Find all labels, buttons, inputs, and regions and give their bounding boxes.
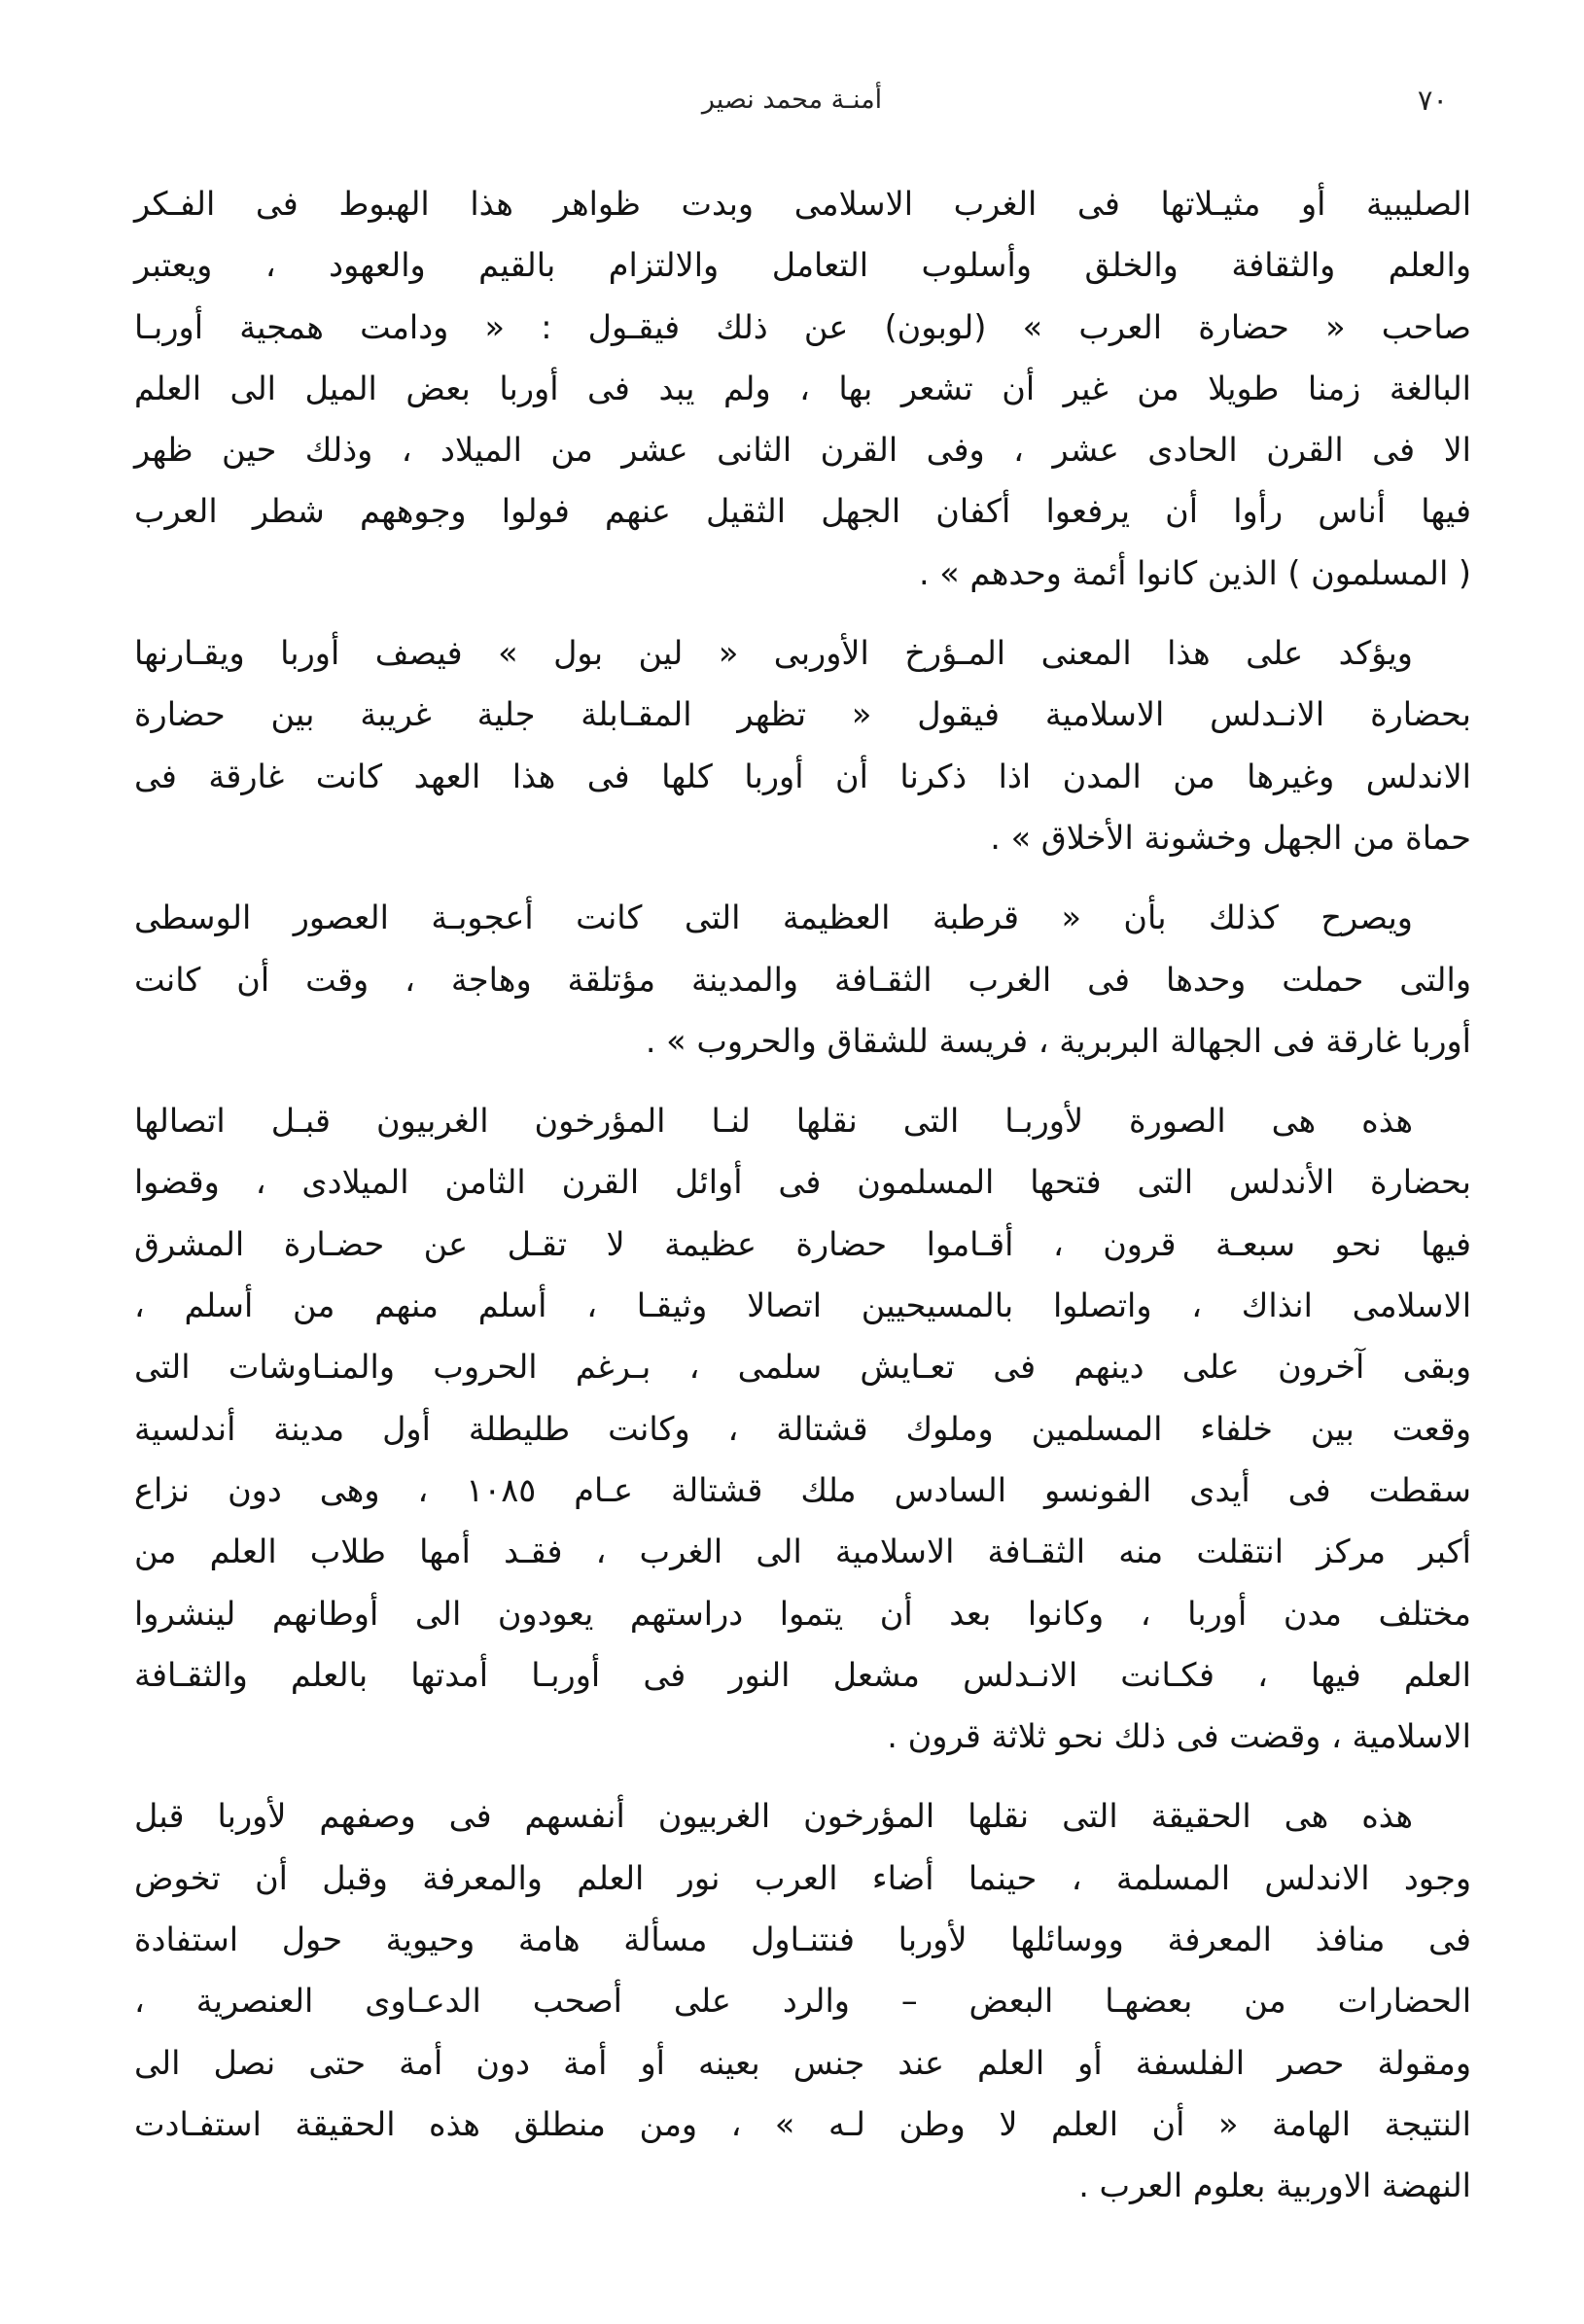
text-line: الصليبية أو مثيـلاتها فى الغرب الاسلامى وبدت ظواهر هذا الهبوط فى الفـكر bbox=[134, 185, 1471, 223]
text-line: أكبر مركز انتقلت منه الثقـافة الاسلامية الى الغرب ، فقـد أمها طلاب العلم من bbox=[134, 1532, 1471, 1571]
paragraph bbox=[134, 887, 1471, 1072]
text-line: ويؤكد على هذا المعنى المـؤرخ الأوربى « لين بول » فيصف أوربا ويقـارنها bbox=[134, 634, 1413, 673]
text-line: فيها نحو سبعـة قرون ، أقـاموا حضارة عظيمة لا تقـل عن حضـارة المشرق bbox=[134, 1224, 1471, 1263]
paragraph bbox=[134, 173, 1471, 604]
text-line: أوربا غارقة فى الجهالة البربرية ، فريسة للشقاق والحروب » . bbox=[645, 1021, 1471, 1060]
text-line: الاسلامية ، وقضت فى ذلك نحو ثلاثة قرون . bbox=[887, 1717, 1471, 1756]
running-head-author: أمنـة محمد نصير bbox=[701, 85, 883, 115]
text-line: والعلم والثقافة والخلق وأسلوب التعامل والالتزام بالقيم والعهود ، ويعتبر bbox=[134, 246, 1471, 285]
text-line: بحضارة الانـدلس الاسلامية فيقول « تظهر المقـابلة جلية غريبة بين حضارة bbox=[134, 695, 1471, 734]
text-line: الاندلس وغيرها من المدن اذا ذكرنا أن أوربا كلها فى هذا العهد كانت غارقة فى bbox=[134, 757, 1471, 795]
text-line: الاسلامى انذاك ، واتصلوا بالمسيحيين اتصالا وثيقـا ، أسلم منهم من أسلم ، bbox=[134, 1286, 1471, 1325]
text-line: وجود الاندلس المسلمة ، حينما أضاء العرب نور العلم والمعرفة وقبل أن تخوض bbox=[134, 1858, 1471, 1897]
page-header bbox=[136, 76, 1448, 124]
text-line: العلم فيها ، فكـانت الانـدلس مشعل النور فى أوربـا أمدتها بالعلم والثقـافة bbox=[134, 1655, 1471, 1694]
text-line: هذه هى الصورة لأوربـا التى نقلها لنـا المؤرخون الغربيون قبـل اتصالها bbox=[134, 1102, 1413, 1141]
text-line: فى منافذ المعرفة ووسائلها لأوربا فنتنـاول مسألة هامة وحيوية حول استفادة bbox=[134, 1920, 1471, 1959]
text-line: مختلف مدن أوربا ، وكانوا بعد أن يتموا دراستهم يعودون الى أوطانهم لينشروا bbox=[134, 1594, 1471, 1633]
body-text bbox=[134, 173, 1471, 2236]
text-line: الحضارات من بعضهـا البعض – والرد على أصحب الدعـاوى العنصرية ، bbox=[134, 1982, 1471, 2021]
page-number: ٧٠ bbox=[1417, 84, 1448, 117]
text-line: صاحب « حضارة العرب » (لوبون) عن ذلك فيقـول : « ودامت همجية أوربـا bbox=[134, 307, 1471, 346]
text-line: سقطت فى أيدى الفونسو السادس ملك قشتالة عـام ١٠٨٥ ، وهى دون نزاع bbox=[134, 1470, 1471, 1509]
paragraph bbox=[134, 1090, 1471, 1767]
text-line: فيها أناس رأوا أن يرفعوا أكفان الجهل الثقيل عنهم فولوا وجوههم شطر العرب bbox=[134, 492, 1471, 531]
paragraph bbox=[134, 1785, 1471, 2216]
text-line: الا فى القرن الحادى عشر ، وفى القرن الثانى عشر من الميلاد ، وذلك حين ظهر bbox=[134, 431, 1471, 470]
text-line: ومقولة حصر الفلسفة أو العلم عند جنس بعينه أو أمة دون أمة حتى نصل الى bbox=[134, 2043, 1471, 2082]
text-line: النتيجة الهامة « أن العلم لا وطن لـه » ، ومن منطلق هذه الحقيقة استفـادت bbox=[134, 2104, 1471, 2143]
text-line: ويصرح كذلك بأن « قرطبة العظيمة التى كانت أعجوبـة العصور الوسطى bbox=[134, 898, 1413, 937]
text-line: حماة من الجهل وخشونة الأخلاق » . bbox=[990, 818, 1471, 857]
text-line: وقعت بين خلفاء المسلمين وملوك قشتالة ، وكانت طليطلة أول مدينة أندلسية bbox=[134, 1409, 1471, 1448]
text-line: وبقى آخرون على دينهم فى تعـايش سلمى ، بـرغم الحروب والمنـاوشات التى bbox=[134, 1348, 1471, 1387]
text-line: والتى حملت وحدها فى الغرب الثقـافة والمدينة مؤتلقة وهاجة ، وقت أن كانت bbox=[134, 960, 1471, 999]
text-line: هذه هى الحقيقة التى نقلها المؤرخون الغربيون أنفسهم فى وصفهم لأوربا قبل bbox=[134, 1797, 1413, 1836]
paragraph bbox=[134, 622, 1471, 868]
text-line: ( المسلمون ) الذين كانوا أئمة وحدهم » . bbox=[918, 553, 1471, 592]
text-line: النهضة الاوربية بعلوم العرب . bbox=[1078, 2166, 1471, 2205]
text-line: البالغة زمنا طويلا من غير أن تشعر بها ، ولم يبد فى أوربا بعض الميل الى العلم bbox=[134, 369, 1471, 407]
text-line: بحضارة الأندلس التى فتحها المسلمون فى أوائل القرن الثامن الميلادى ، وقضوا bbox=[134, 1163, 1471, 1202]
